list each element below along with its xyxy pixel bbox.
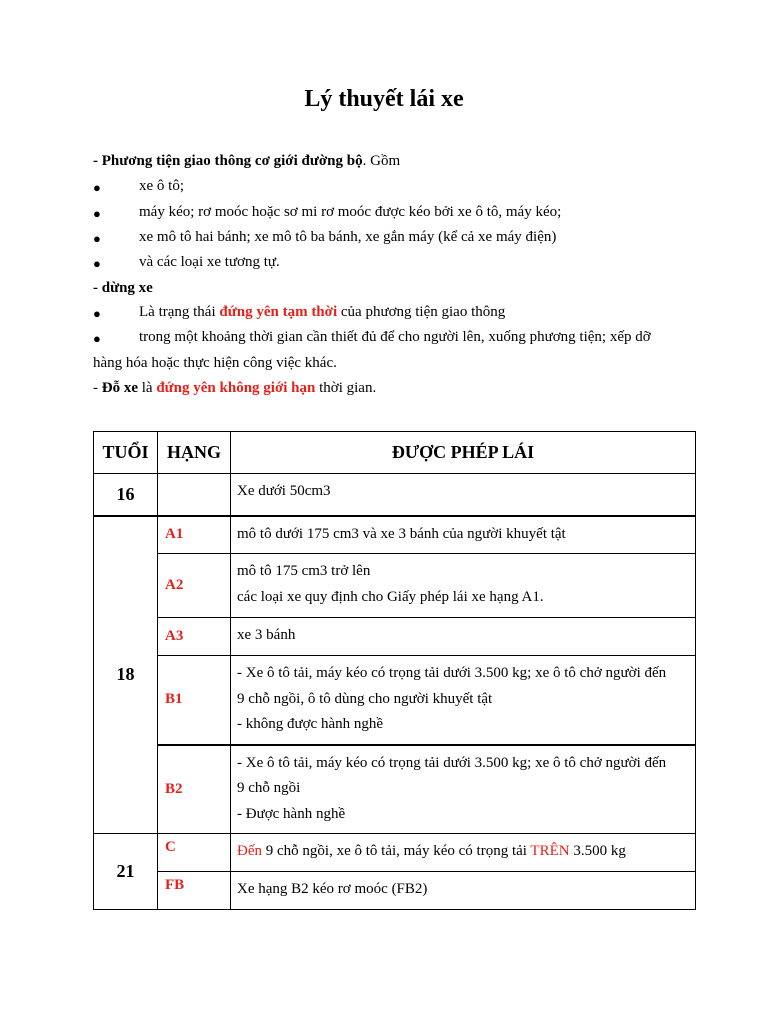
description-line: 9 chỗ ngồi (237, 780, 301, 796)
description-cell: xe 3 bánh (231, 618, 696, 656)
description-line: - Được hành nghề (237, 805, 346, 822)
header-class: HẠNG (158, 432, 231, 474)
parking-term: Đỗ xe (101, 380, 138, 396)
table-row (94, 872, 696, 910)
bullet-icon: ● (93, 231, 101, 246)
description-cell: mô tô dưới 175 cm3 và xe 3 bánh của người khuyết tật (231, 516, 696, 554)
table-row (94, 656, 696, 745)
description-line: mô tô 175 cm3 trở lên (237, 563, 371, 579)
description-cell: Xe hạng B2 kéo rơ moóc (FB2) (231, 872, 696, 910)
class-cell: FB (158, 872, 231, 910)
license-class-table (93, 431, 696, 910)
text-fragment: - (93, 380, 102, 396)
age-cell: 16 (94, 474, 158, 516)
description-line: - không được hành nghề (237, 716, 384, 732)
stopping-duration-continuation: hàng hóa hoặc thực hiện công việc khác. (93, 355, 337, 371)
stopping-heading: - dừng xe (93, 280, 153, 296)
table-row (94, 474, 696, 516)
text-fragment: Là trạng thái (139, 304, 220, 320)
vehicle-item: xe mô tô hai bánh; xe mô tô ba bánh, xe gắn máy (kể cả xe máy điện) (139, 229, 557, 245)
table-row (94, 516, 696, 554)
table-row (94, 745, 696, 834)
bullet-icon: ● (93, 180, 101, 195)
age-cell: 21 (94, 834, 158, 910)
text-fragment: 3.500 kg (569, 843, 626, 859)
table-header-row (94, 432, 696, 474)
parking-highlight: đứng yên không giới hạn (156, 380, 316, 396)
bullet-icon: ● (93, 331, 101, 346)
class-cell: B2 (158, 745, 231, 834)
description-line: các loại xe quy định cho Giấy phép lái xe hạng A1. (237, 588, 544, 605)
highlight-text: Đến (237, 843, 262, 859)
bullet-icon: ● (93, 306, 101, 321)
text-fragment: là (138, 380, 157, 396)
stopping-duration-item: trong một khoảng thời gian cần thiết đủ để cho người lên, xuống phương tiện; xếp dỡ (139, 329, 651, 345)
header-allowed: ĐƯỢC PHÉP LÁI (231, 432, 696, 474)
class-cell: C (158, 834, 231, 872)
class-cell: A1 (158, 516, 231, 554)
description-line: - Xe ô tô tải, máy kéo có trọng tải dưới 3.500 kg; xe ô tô chở người đến (237, 754, 667, 771)
description-cell: Xe dưới 50cm3 (231, 474, 696, 516)
class-cell-empty (158, 474, 231, 516)
description-cell (231, 656, 696, 745)
class-cell: A3 (158, 618, 231, 656)
description-line: 9 chỗ ngồi, ô tô dùng cho người khuyết tật (237, 690, 493, 707)
page-title: Lý thuyết lái xe (304, 86, 464, 112)
vehicle-item: máy kéo; rơ moóc hoặc sơ mi rơ moóc được kéo bởi xe ô tô, máy kéo; (139, 204, 562, 220)
highlight-text: TRÊN (530, 843, 570, 859)
age-cell: 18 (94, 516, 158, 834)
description-cell (231, 834, 696, 872)
vehicle-heading-suffix: . Gồm (362, 153, 401, 169)
text-fragment: 9 chỗ ngồi, xe ô tô tải, máy kéo có trọng tải (262, 843, 531, 859)
vehicle-item: và các loại xe tương tự. (139, 254, 280, 270)
description-cell (231, 554, 696, 618)
class-cell: A2 (158, 554, 231, 618)
description-cell (231, 745, 696, 834)
table-row (94, 554, 696, 618)
class-cell: B1 (158, 656, 231, 745)
stopping-highlight: đứng yên tạm thời (219, 304, 338, 320)
table-row (94, 834, 696, 872)
parking-definition (93, 380, 376, 397)
vehicle-heading-bold: - Phương tiện giao thông cơ giới đường bộ (93, 153, 363, 169)
vehicle-item: xe ô tô; (139, 178, 184, 194)
table-row (94, 618, 696, 656)
description-line: - Xe ô tô tải, máy kéo có trọng tải dưới 3.500 kg; xe ô tô chở người đến (237, 665, 667, 681)
text-fragment: của phương tiện giao thông (337, 304, 506, 320)
vehicle-definition-heading (93, 153, 400, 170)
text-fragment: thời gian. (315, 380, 377, 396)
bullet-icon: ● (93, 206, 101, 221)
bullet-icon: ● (93, 256, 101, 271)
stopping-definition-item (139, 304, 505, 321)
header-age: TUỔI (94, 432, 158, 474)
